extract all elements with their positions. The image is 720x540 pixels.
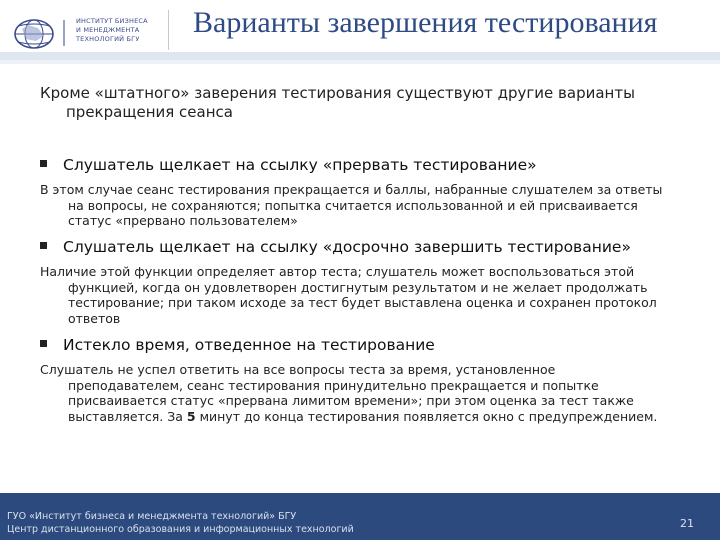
- description-line: функцией, когда он удовлетворен достигнутым результатом и не желает продолжать: [68, 279, 648, 295]
- description-text: минут до конца тестирования появляется окно с предупреждением.: [195, 408, 658, 424]
- logo-line: ТЕХНОЛОГИЙ БГУ: [76, 35, 140, 43]
- title-underline: [0, 52, 720, 60]
- slide-header: [0, 0, 720, 74]
- square-bullet-icon: [40, 160, 47, 167]
- globe-icon: [15, 20, 53, 48]
- description-line: тестирование; при таком исходе за тест будет выставлена оценка и сохранен протокол: [68, 295, 657, 310]
- bullet-heading: [40, 156, 700, 174]
- description-line: [40, 409, 690, 425]
- minutes-number: 5: [186, 408, 196, 424]
- slide-title: Варианты завершения тестирования: [193, 6, 658, 39]
- description-line: ответов: [68, 310, 121, 326]
- footer-department: Центр дистанционного образования и информационных технологий: [7, 524, 354, 535]
- description-line: на вопросы, не сохраняются; попытка считается использованной и ей присваивается: [68, 197, 638, 213]
- square-bullet-icon: [40, 242, 47, 249]
- bullet-heading-text: Истекло время, отведенное на тестирование: [63, 336, 435, 354]
- footer-institution: ГУО «Институт бизнеса и менеджмента технологий» БГУ: [7, 511, 297, 522]
- description-line: В этом случае сеанс тестирования прекращается и баллы, набранные слушателем за ответы: [40, 182, 663, 197]
- square-bullet-icon: [40, 340, 47, 347]
- intro-line: прекращения сеанса: [66, 103, 233, 121]
- bullet-description: [40, 182, 690, 229]
- bullet-heading: [40, 336, 700, 354]
- intro-line: Кроме «штатного» заверения тестирования существуют другие варианты: [40, 84, 635, 102]
- page-number: 21: [680, 517, 694, 530]
- title-underline-shadow: [0, 60, 720, 64]
- description-text: выставляется. За: [68, 408, 187, 424]
- header-divider: [168, 10, 169, 50]
- bullet-heading-text: Слушатель щелкает на ссылку «досрочно завершить тестирование»: [63, 238, 631, 256]
- description-line: присваивается статус «прервана лимитом времени»; при этом оценка за тест также: [68, 393, 634, 408]
- bullet-description: [40, 362, 690, 424]
- bullet-description: [40, 264, 690, 326]
- description-line: преподавателем, сеанс тестирования принудительно прекращается и попытке: [68, 377, 599, 393]
- bullet-heading-text: Слушатель щелкает на ссылку «прервать тестирование»: [63, 156, 537, 174]
- description-line: Слушатель не успел ответить на все вопросы теста за время, установленное: [40, 362, 556, 377]
- logo-line: ИНСТИТУТ БИЗНЕСА: [76, 17, 148, 25]
- slide-footer: [0, 493, 720, 540]
- logo-caption: [76, 17, 156, 44]
- logo-line: И МЕНЕДЖМЕНТА: [76, 26, 140, 34]
- description-line: Наличие этой функции определяет автор теста; слушатель может воспользоваться этой: [40, 264, 635, 279]
- bullet-heading: [40, 238, 700, 256]
- description-line: статус «прервано пользователем»: [68, 213, 298, 228]
- intro-paragraph: [40, 84, 680, 122]
